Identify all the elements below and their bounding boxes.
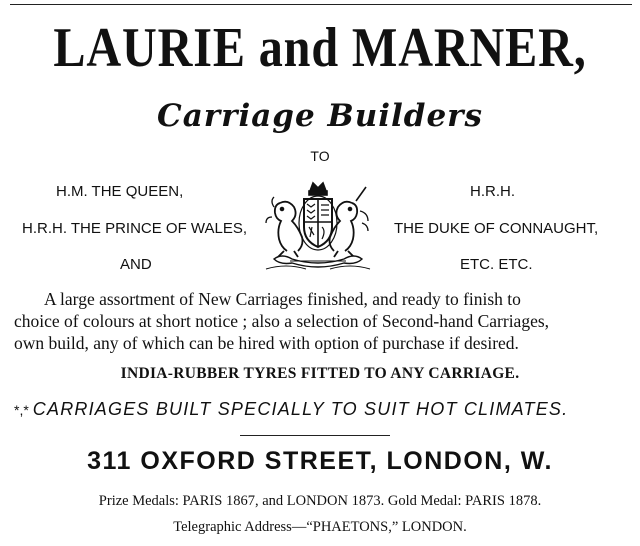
left-line-2: H.R.H. THE PRINCE OF WALES,: [22, 220, 248, 237]
description-paragraph: [14, 288, 626, 354]
tyres-notice: INDIA-RUBBER TYRES FITTED TO ANY CARRIAGE.: [120, 365, 520, 382]
royal-coat-of-arms-icon: [260, 177, 376, 272]
right-line-2: THE DUKE OF CONNAUGHT,: [394, 220, 599, 237]
right-line-1: H.R.H.: [470, 183, 515, 200]
right-line-3: ETC. ETC.: [460, 256, 533, 273]
street-address: 311 OXFORD STREET, LONDON, W.: [87, 447, 553, 475]
climates-notice: [14, 400, 626, 418]
paragraph-line-1: A large assortment of New Carriages finished, and ready to finish to: [44, 289, 521, 309]
paragraph-line-2: choice of colours at short notice ; also a selection of Second-hand Carriages,: [14, 311, 550, 331]
left-line-3: AND: [120, 256, 152, 273]
prize-medals: Prize Medals: PARIS 1867, and LONDON 1873. Gold Medal: PARIS 1878.: [98, 493, 542, 509]
advert-title: LAURIE and MARNER,: [53, 17, 587, 79]
telegraphic-address: Telegraphic Address—“PHAETONS,” LONDON.: [173, 519, 467, 535]
climates-text: CARRIAGES BUILT SPECIALLY TO SUIT HOT CLIMATES.: [32, 399, 569, 419]
paragraph-line-3: own build, any of which can be hired with option of purchase if desired.: [14, 333, 519, 353]
divider-rule: [240, 435, 390, 436]
left-line-1: H.M. THE QUEEN,: [56, 183, 184, 200]
top-rule: [10, 4, 632, 5]
asterism-icon: *,*: [14, 402, 29, 418]
to-label: TO: [310, 148, 330, 164]
advert-subtitle: Carriage Builders: [157, 98, 483, 134]
